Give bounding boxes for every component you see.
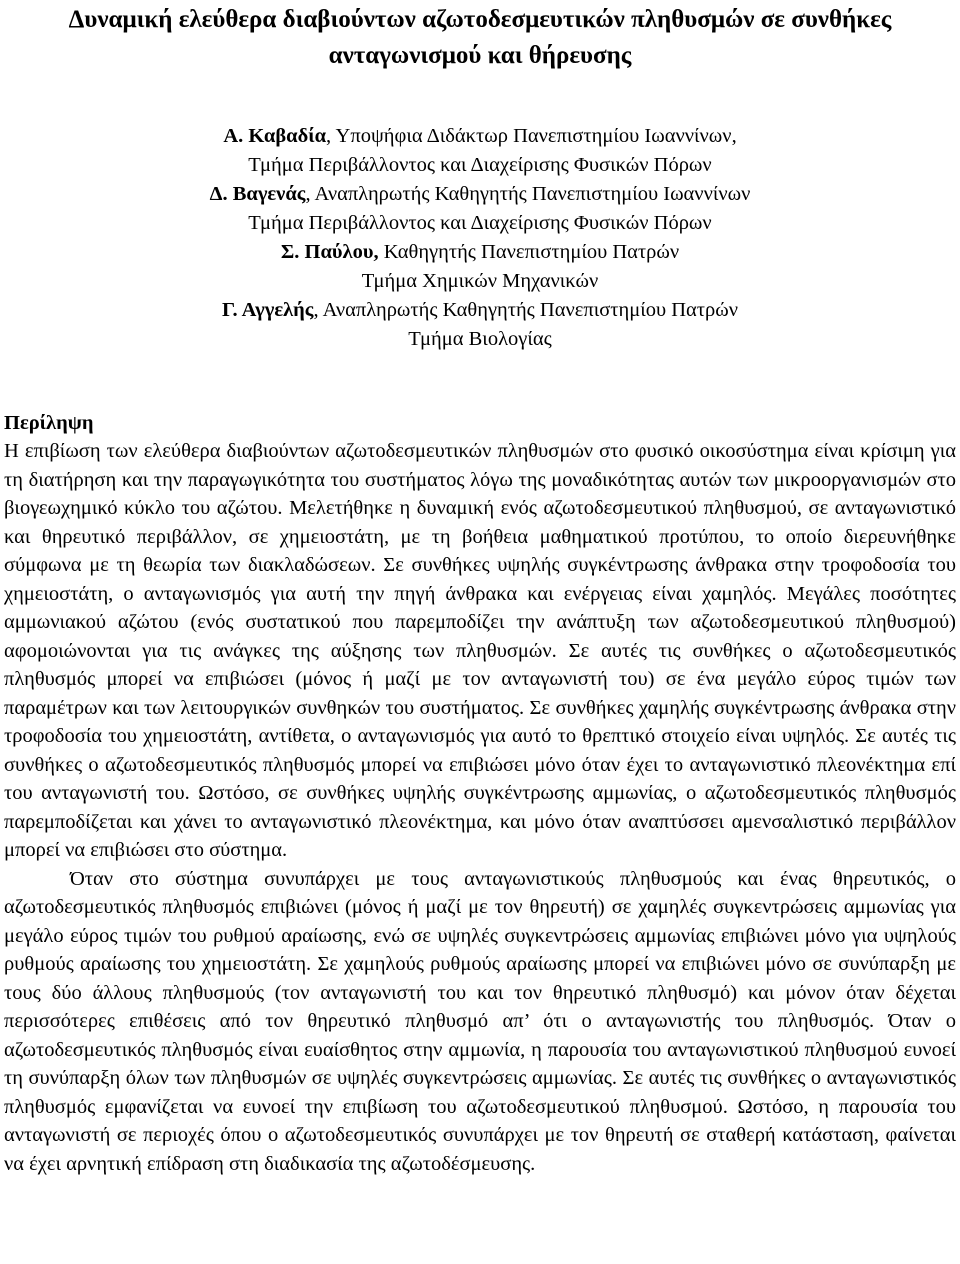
abstract-paragraph: Η επιβίωση των ελεύθερα διαβιούντων αζωτοδεσμευτικών πληθυσμών στο φυσικό οικοσύστημα είναι κρίσιμη για τη διατήρηση και την παραγωγικότητα του συστήματος λόγω της μοναδικότητας αυτών των μικροοργανισμών στο βιογεωχημικό κύκλο του αζώτου. Μελετήθηκε η δυναμική ενός αζωτοδεσμευτικού πληθυσμού, σε ανταγωνιστικό και θηρευτικό περιβάλλον, σε χημειοστάτη, με τη βοήθεια μαθηματικού προτύπου, το οποίο διερευνήθηκε σύμφωνα με τη θεωρία των διακλαδώσεων. Σε συνθήκες υψηλής συγκέντρωσης άνθρακα στην τροφοδοσία του χημειοστάτη, ο ανταγωνισμός για αυτή την πηγή άνθρακα και ενέργειας είναι χαμηλός. Μεγάλες ποσότητες αμμωνιακού αζώτου (ενός συστατικού που παρεμποδίζει την ανάπτυξη των αζωτοδεσμευτικού πληθυσμού) αφομοιώνονται για τις ανάγκες της αύξησης των πληθυσμών. Σε αυτές τις συνθήκες ο αζωτοδεσμευτικός πληθυσμός μπορεί να επιβιώσει (μόνος ή μαζί με τον ανταγωνιστή του) σε ένα μεγάλο εύρος τιμών των παραμέτρων και των λειτουργικών συνθηκών του συστήματος. Σε συνθήκες χαμηλής συγκέντρωσης άνθρακα στην τροφοδοσία του χημειοστάτη, αντίθετα, ο ανταγωνισμός για αυτό το θρεπτικό στοιχείο είναι υψηλός. Σε αυτές τις συνθήκες ο αζωτοδεσμευτικός πληθυσμός μπορεί να επιβιώσει μόνο όταν έχει το ανταγωνιστικό πλεονέκτημα επί του ανταγωνιστή του. Ωστόσο, σε συνθήκες υψηλής συγκέντρωσης αμμωνίας, ο αζωτοδεσμευτικός πληθυσμός παρεμποδίζεται και χάνει το ανταγωνιστικό πλεονέκτημα, και μόνο όταν αναπτύσσει αμενσαλιστικό περιβάλλον μπορεί να επιβιώσει στο σύστημα.	[4, 440, 956, 861]
author-name: Α. Καβαδία	[223, 125, 327, 147]
author-affiliation: , Υποψήφια Διδάκτωρ Πανεπιστημίου Ιωαννίνων,	[326, 125, 737, 147]
author-name: Δ. Βαγενάς	[209, 183, 306, 205]
author-entry	[4, 238, 956, 296]
author-affiliation: , Αναπληρωτής Καθηγητής Πανεπιστημίου Ιωαννίνων	[305, 183, 751, 205]
author-list	[4, 122, 956, 354]
author-entry	[4, 180, 956, 238]
abstract-heading: Περίληψη	[4, 412, 94, 434]
author-affiliation: , Αναπληρωτής Καθηγητής Πανεπιστημίου Πατρών	[313, 299, 739, 321]
author-name: Σ. Παύλου,	[280, 241, 379, 263]
paper-title	[4, 0, 956, 74]
author-name: Γ. Αγγελής	[221, 299, 314, 321]
author-department: Τμήμα Χημικών Μηχανικών	[361, 270, 599, 292]
paper-title-line-2: ανταγωνισμού και θήρευσης	[328, 42, 632, 69]
abstract-paragraph: Όταν στο σύστημα συνυπάρχει με τους ανταγωνιστικούς πληθυσμούς και ένας θηρευτικός, ο αζωτοδεσμευτικός πληθυσμός επιβιώνει (μόνος ή μαζί με τον θηρευτή) σε χαμηλές συγκεντρώσεις αμμωνίας για μεγάλο εύρος τιμών του ρυθμού αραίωσης, ενώ σε υψηλές συγκεντρώσεις αμμωνίας επιβιώνει μόνο για υψηλούς ρυθμούς αραίωσης του χημειοστάτη. Σε χαμηλούς ρυθμούς αραίωσης μπορεί να επιβιώνει μόνο σε συνύπαρξη με τους δύο άλλους πληθυσμούς (τον ανταγωνιστή του και τον θηρευτικό πληθυσμό) και μόνον όταν δέχεται περισσότερες επιθέσεις από τον θηρευτικό πληθυσμό απ’ ότι ο ανταγωνιστής του πληθυσμός. Όταν ο αζωτοδεσμευτικός πληθυσμός είναι ευαίσθητος στην αμμωνία, η παρουσία του ανταγωνιστικού πληθυσμού ευνοεί τη συνύπαρξη όλων των πληθυσμών σε υψηλές συγκεντρώσεις αμμωνίας. Σε αυτές τις συνθήκες ο ανταγωνιστικός πληθυσμός εμφανίζεται να ευνοεί την επιβίωση του αζωτοδεσμευτικού πληθυσμού. Ωστόσο, η παρουσία του ανταγωνιστή σε περιοχές όπου ο αζωτοδεσμευτικός συνυπάρχει με τον θηρευτή σε σταθερή κατάσταση, φαίνεται να έχει αρνητική επίδραση στη διαδικασία της αζωτοδέσμευσης.	[4, 867, 956, 1175]
author-department: Τμήμα Περιβάλλοντος και Διαχείρισης Φυσικών Πόρων	[248, 212, 712, 234]
author-affiliation: Καθηγητής Πανεπιστημίου Πατρών	[378, 241, 680, 263]
author-entry	[4, 296, 956, 354]
paper-title-line-1: Δυναμική ελεύθερα διαβιούντων αζωτοδεσμευτικών πληθυσμών σε συνθήκες	[68, 6, 892, 33]
author-department: Τμήμα Περιβάλλοντος και Διαχείρισης Φυσικών Πόρων	[248, 154, 712, 176]
author-department: Τμήμα Βιολογίας	[408, 328, 552, 350]
author-entry	[4, 122, 956, 180]
